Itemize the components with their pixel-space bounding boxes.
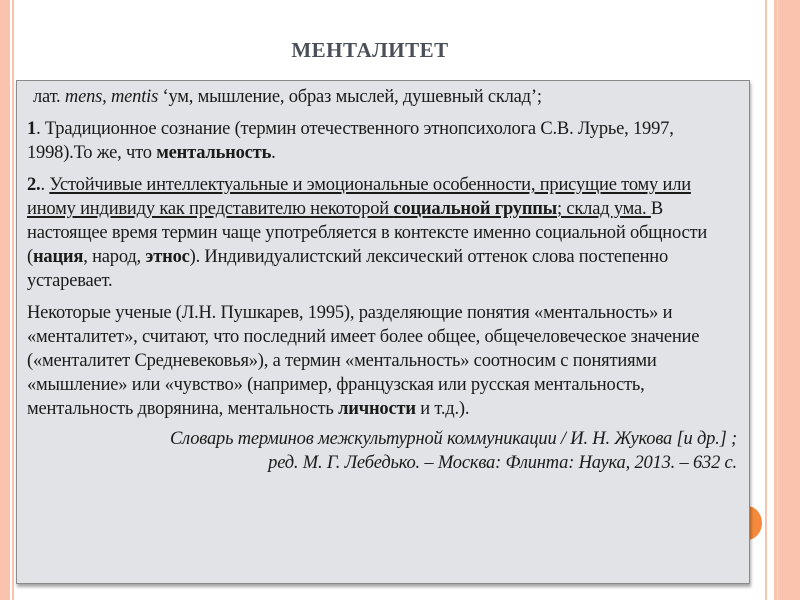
underlined-text: ; склад ума. (557, 199, 651, 219)
text: Некоторые ученые (Л.Н. Пушкарев, 1995), разделяющие понятия «ментальность» и «менталитет», считают, что последний имеет более общее, общечеловеческое значение («менталитет Средневековья»), а термин «ментальность» соотносим с понятиями «мышление» или «чувство» (например, французская или русская ментальность, ментальность дворянина, ментальность (27, 303, 700, 419)
citation-line: Словарь терминов межкультурной коммуникации / И. Н. Жукова [и др.] ; (170, 429, 737, 449)
etymology-paragraph (27, 85, 737, 109)
left-border-strip (0, 0, 10, 600)
bold-term: нация (32, 247, 84, 267)
definition-1 (27, 117, 737, 165)
text: В настоящее время термин чаще употребляется в контексте именно социальной общности ( (27, 199, 708, 267)
right-border-strip (774, 0, 800, 600)
text: ). Индивидуалистский лексический оттенок слова постепенно устаревает. (27, 247, 669, 291)
latin-term: mens, mentis (64, 87, 159, 107)
scholars-paragraph (27, 301, 737, 421)
text: ‘ум, мышление, образ мыслей, душевный склад’; (158, 87, 542, 107)
bold-term: этнос (145, 247, 190, 267)
citation-line: ред. М. Г. Лебедько. – Москва: Флинта: Наука, 2013. – 632 с. (268, 453, 737, 473)
text: . (40, 175, 50, 195)
right-border-line (765, 0, 767, 600)
slide-title: МЕНТАЛИТЕТ (291, 38, 449, 62)
text: , народ, (83, 247, 146, 267)
bold-term: ментальность (156, 143, 272, 163)
text: и т.д.). (415, 399, 470, 419)
underlined-text: Устойчивые интеллектуальные и эмоциональные особенности, присущие тому или иному индивиду как представителю некоторой (27, 175, 691, 219)
definition-number: 1 (27, 119, 37, 139)
definition-number: 2. (27, 175, 41, 195)
citation (27, 427, 737, 475)
bold-term: личности (338, 399, 416, 419)
definition-2 (27, 173, 737, 293)
content-box (16, 80, 750, 584)
text: лат. (33, 87, 65, 107)
text: . (271, 143, 276, 163)
text: . Традиционное сознание (термин отечественного этнопсихолога С.В. Лурье, 1997, 1998).То же, что (27, 119, 674, 163)
bold-term: социальной группы (393, 199, 558, 219)
left-border-line (12, 0, 14, 600)
